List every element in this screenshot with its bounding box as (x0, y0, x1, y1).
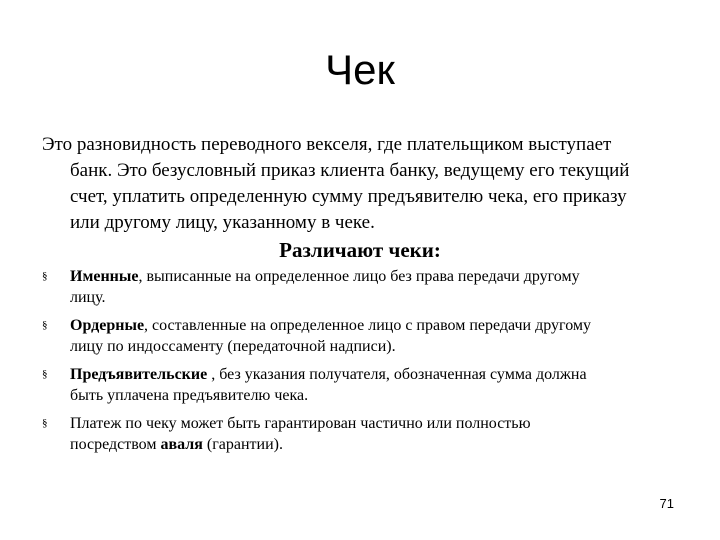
bullet-line (70, 315, 682, 336)
bullet-icon: § (42, 270, 48, 282)
definition-line: банк. Это безусловный приказ клиента банку, ведущему его текущий (70, 160, 630, 181)
bullet-line: лицу. (70, 289, 106, 306)
list-item (42, 266, 682, 308)
list-item (42, 413, 682, 455)
bullet-line (70, 364, 682, 385)
bullet-icon: § (42, 368, 48, 380)
bullet-term: аваля (160, 436, 203, 453)
bullet-text: , составленные на определенное лицо с правом передачи другому (144, 317, 592, 334)
bullet-term: Именные (70, 268, 139, 285)
bullet-text: , выписанные на определенное лицо без права передачи другому (138, 268, 580, 285)
definition-line: или другому лицу, указанному в чеке. (70, 212, 375, 233)
page-number: 71 (659, 496, 674, 511)
bullet-text: посредством (70, 436, 161, 453)
bullet-icon: § (42, 417, 48, 429)
bullet-line: лицу по индоссаменту (передаточной надписи). (70, 338, 396, 355)
bullet-term: Ордерные (70, 317, 145, 334)
slide-title: Чек (325, 46, 395, 93)
bullet-icon: § (42, 319, 48, 331)
bullet-line: быть уплачена предъявителю чека. (70, 387, 309, 404)
list-item (42, 364, 682, 406)
bullet-term: Предъявительские (70, 366, 208, 383)
bullet-line: Платеж по чеку может быть гарантирован частично или полностью (70, 415, 531, 432)
bullet-line (70, 434, 682, 455)
bullet-text: , без указания получателя, обозначенная сумма должна (207, 366, 587, 383)
definition-line: счет, уплатить определенную сумму предъявителю чека, его приказу (70, 186, 627, 207)
bullet-line (70, 266, 682, 287)
definition-line: Это разновидность переводного векселя, где плательщиком выступает (42, 134, 612, 155)
list-item (42, 315, 682, 357)
bullet-list (42, 266, 682, 462)
subheading: Различают чеки: (279, 238, 441, 262)
definition-paragraph (42, 132, 682, 236)
bullet-text: (гарантии). (202, 436, 283, 453)
